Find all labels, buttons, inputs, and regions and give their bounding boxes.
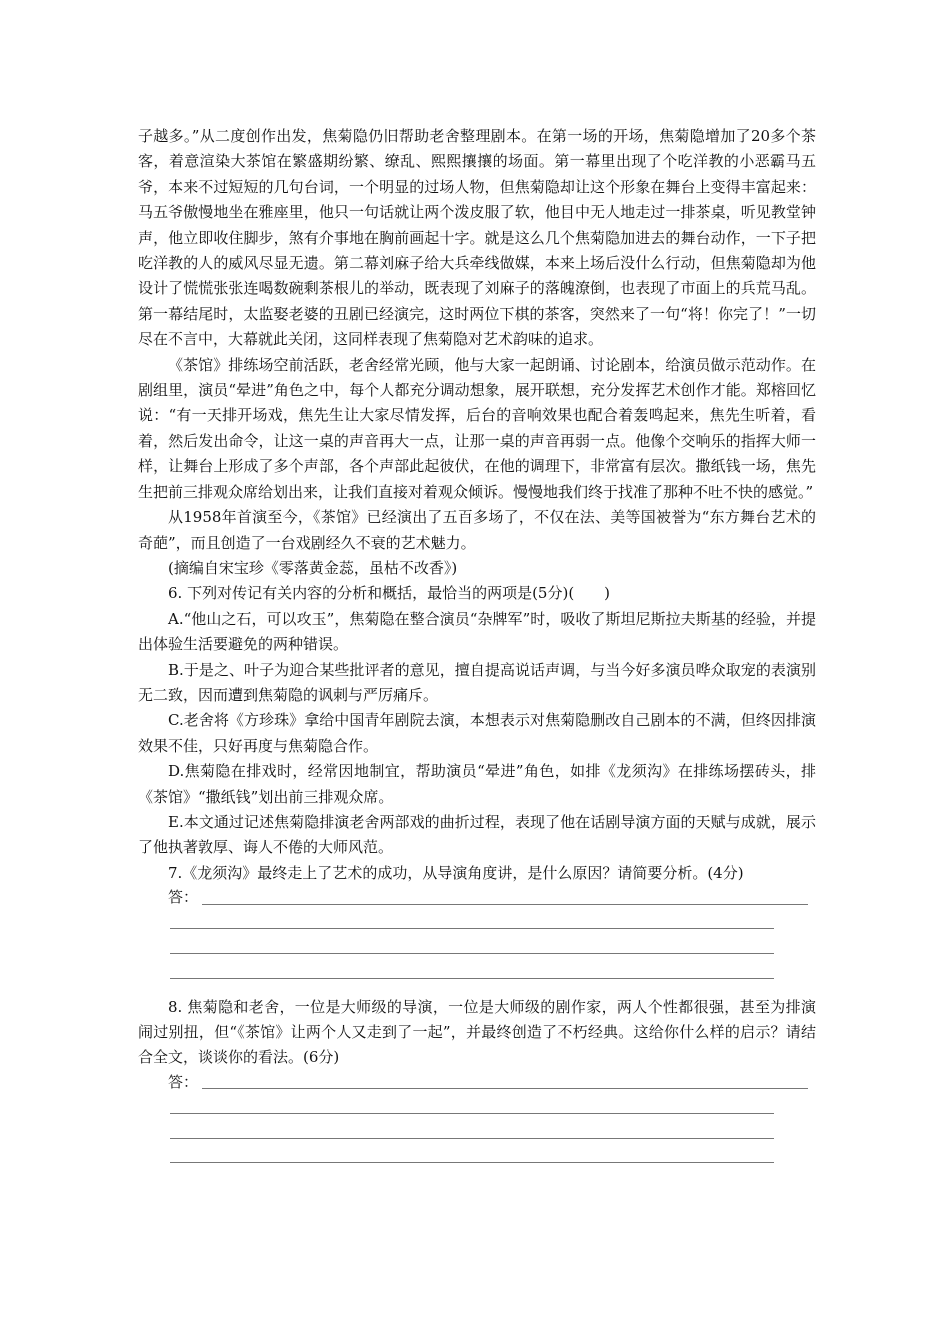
answer-rule <box>170 953 774 954</box>
passage-paragraph-2: 《茶馆》排练场空前活跃，老舍经常光顾，他与大家一起朗诵、讨论剧本，给演员做示范动作。在剧组里，演员“晕进”角色之中，每个人都充分调动想象，展开联想，充分发挥艺术创作才能。郑榕回忆说：“有一天排开场戏，焦先生让大家尽情发挥，后台的音响效果也配合着轰鸣起来，焦先生听着，看着，然后发出命令，让这一桌的声音再大一点，让那一桌的声音再弱一点。他像个交响乐的指挥大师一样，让舞台上形成了多个声部，各个声部此起彼伏，在他的调理下，非常富有层次。撒纸钱一场，焦先生把前三排观众席给划出来，让我们直接对着观众倾诉。慢慢地我们终于找准了那种不吐不快的感觉。” <box>138 355 816 501</box>
question-6-option-c: C.老舍将《方珍珠》拿给中国青年剧院去演，本想表示对焦菊隐删改自己剧本的不满，但终因排演效果不佳，只好再度与焦菊隐合作。 <box>138 711 816 755</box>
question-7-answer-area[interactable] <box>138 886 816 984</box>
answer-line-3[interactable] <box>138 1120 816 1145</box>
question-6-option-a: A.“他山之石，可以攻玉”，焦菊隐在整合演员“杂牌军”时，吸收了斯坦尼斯拉夫斯基的经验，并提出体验生活要避免的两种错误。 <box>138 609 816 654</box>
answer-rule <box>202 904 808 905</box>
answer-rule <box>170 1113 774 1114</box>
question-8-stem: 8. 焦菊隐和老舍，一位是大师级的导演，一位是大师级的剧作家，两人个性都很强，甚至为排演闹过别扭，但“《茶馆》让两个人又走到了一起”，并最终创造了不朽经典。这给你什么样的启示？请结合全文，谈谈你的看法。(6分) <box>138 997 816 1067</box>
answer-label: 答： <box>168 888 199 907</box>
answer-rule <box>170 1138 774 1139</box>
passage-paragraph-3: 从1958年首演至今，《茶馆》已经演出了五百多场了，不仅在法、美等国被誉为“东方舞台艺术的奇葩”，而且创造了一台戏剧经久不衰的艺术魅力。 <box>138 508 816 552</box>
question-6-option-e: E.本文通过记述焦菊隐排演老舍两部戏的曲折过程，表现了他在话剧导演方面的天赋与成就，展示了他执著敦厚、诲人不倦的大师风范。 <box>138 812 816 857</box>
question-8-answer-area[interactable] <box>138 1071 816 1169</box>
answer-rule <box>170 1162 774 1163</box>
answer-line-1[interactable] <box>138 886 816 911</box>
answer-line-1[interactable] <box>138 1071 816 1096</box>
answer-line-2[interactable] <box>138 1095 816 1120</box>
passage-paragraph-1: 子越多。”从二度创作出发，焦菊隐仍旧帮助老舍整理剧本。在第一场的开场，焦菊隐增加了20多个茶客，着意渲染大茶馆在繁盛期纷繁、缭乱、熙熙攘攘的场面。第一幕里出现了个吃洋教的小恶霸马五爷，本来不过短短的几句台词，一个明显的过场人物，但焦菊隐却让这个形象在舞台上变得丰富起来：马五爷傲慢地坐在雅座里，他只一句话就让两个泼皮服了软，他目中无人地走过一排茶桌，听见教堂钟声，他立即收住脚步，煞有介事地在胸前画起十字。就是这么几个焦菊隐加进去的舞台动作，一下子把吃洋教的人的威风尽显无遗。第二幕刘麻子给大兵牵线做媒，本来上场后没什么行动，但焦菊隐却为他设计了慌慌张张连喝数碗剩茶根儿的举动，既表现了刘麻子的落魄潦倒，也表现了市面上的兵荒马乱。第一幕结尾时，太监娶老婆的丑剧已经演完，这时两位下棋的茶客，突然来了一句“将！你完了！”一切尽在不言中，大幕就此关闭，这同样表现了焦菊隐对艺术韵味的追求。 <box>138 127 816 349</box>
answer-rule <box>170 928 774 929</box>
source-citation: (摘编自宋宝珍《零落黄金蕊，虽枯不改香》) <box>168 558 458 577</box>
answer-label: 答： <box>168 1072 199 1091</box>
question-7-stem: 7.《龙须沟》最终走上了艺术的成功，从导演角度讲，是什么原因？请简要分析。(4分) <box>168 863 744 882</box>
answer-line-4[interactable] <box>138 1145 816 1170</box>
question-6-option-d: D.焦菊隐在排戏时，经常因地制宜，帮助演员“晕进”角色，如排《龙须沟》在排练场摆砖头，排《茶馆》“撒纸钱”划出前三排观众席。 <box>138 762 816 806</box>
answer-line-2[interactable] <box>138 911 816 936</box>
answer-rule <box>202 1088 808 1089</box>
answer-line-3[interactable] <box>138 935 816 960</box>
answer-rule <box>170 978 774 979</box>
question-6-option-b: B.于是之、叶子为迎合某些批评者的意见，擅自提高说话声调，与当今好多演员哗众取宠的表演别无二致，因而遭到焦菊隐的讽刺与严厉痛斥。 <box>138 660 816 704</box>
document-content <box>138 124 816 1169</box>
spacer <box>138 985 816 995</box>
question-6-stem: 6. 下列对传记有关内容的分析和概括，最恰当的两项是(5分)( ) <box>168 584 611 603</box>
answer-line-4[interactable] <box>138 960 816 985</box>
